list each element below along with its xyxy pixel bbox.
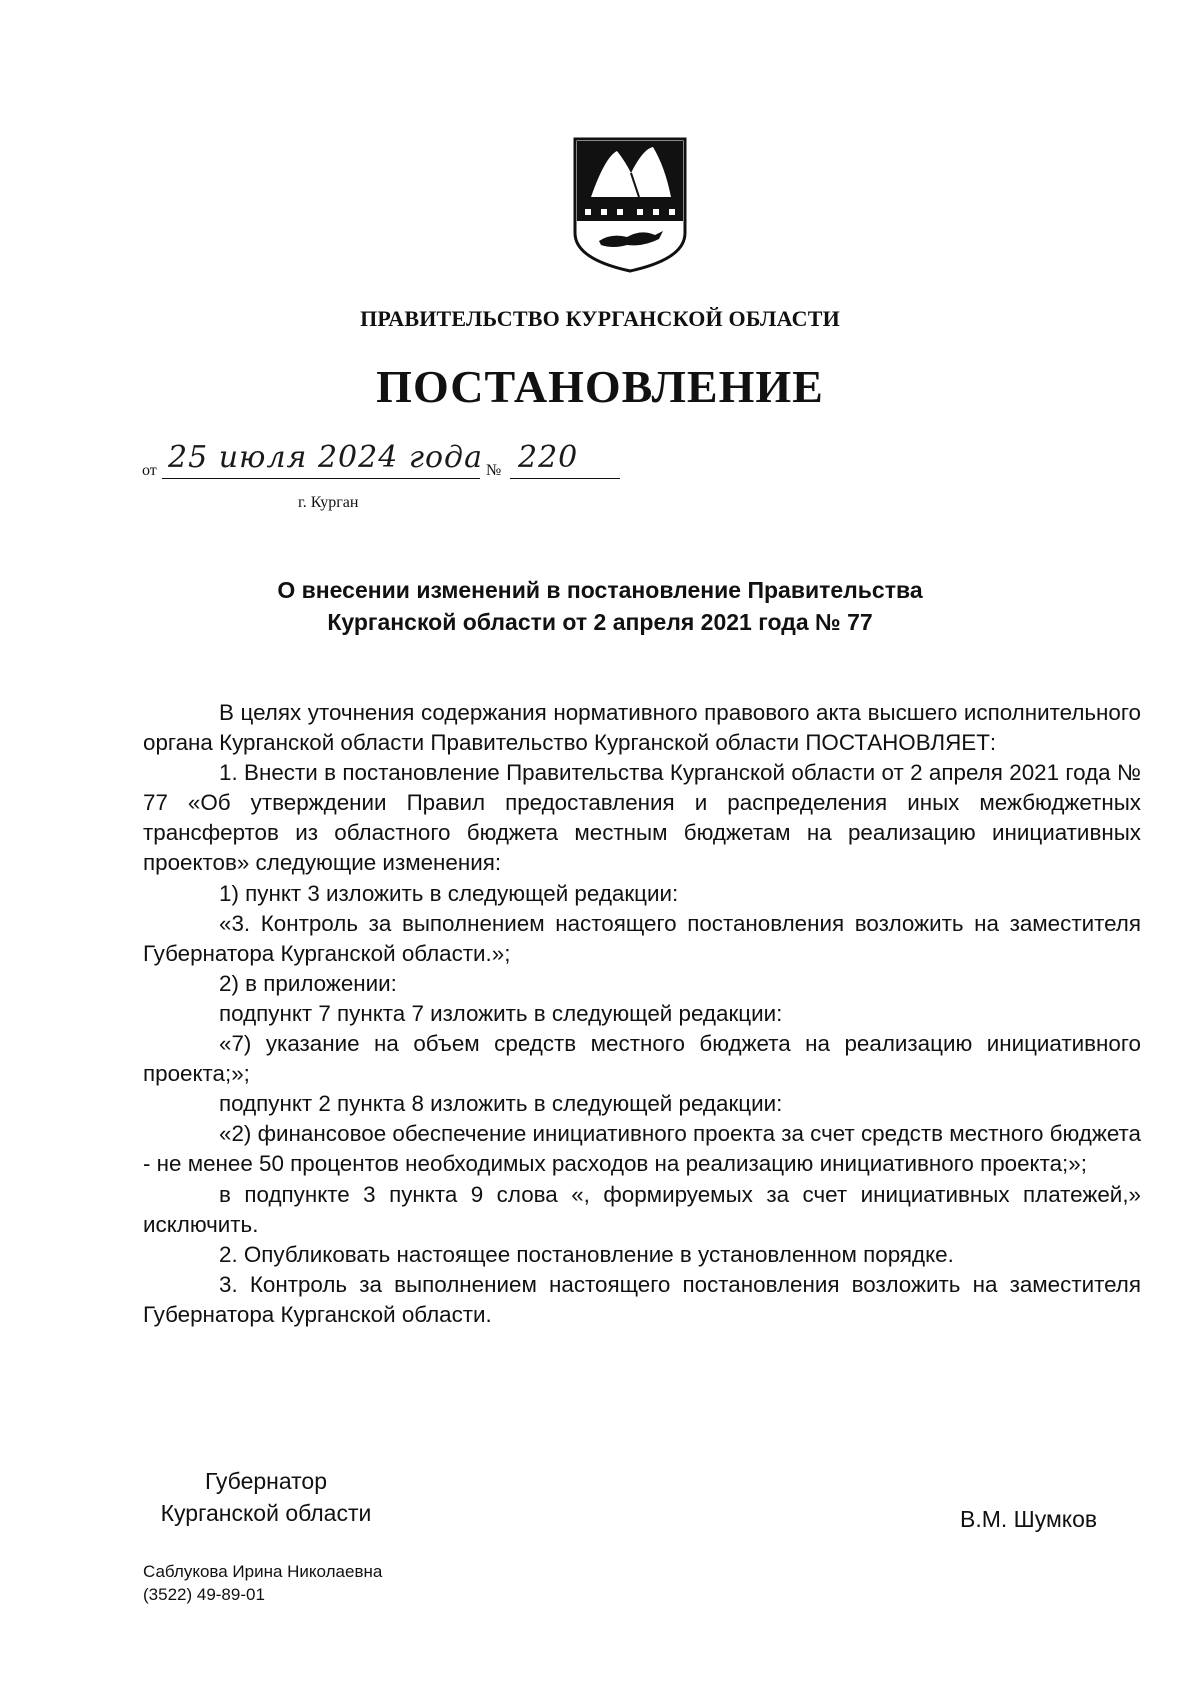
paragraph: 1. Внести в постановление Правительства Курганской области от 2 апреля 2021 года № 77 «Об утверждении Правил предоставления и распределения иных межбюджетных трансфертов из областного бюджета местным бюджетам на реализацию инициативных проектов» следующие изменения: (143, 760, 1141, 876)
signatory-name: В.М. Шумков (960, 1506, 1098, 1532)
subject-line-1: О внесении изменений в постановление Правительства (277, 577, 923, 603)
paragraph: 2. Опубликовать настоящее постановление в установленном порядке. (219, 1241, 954, 1267)
coat-of-arms-icon (571, 137, 689, 273)
number-label: № (486, 462, 502, 479)
city-label: г. Курган (298, 494, 359, 511)
paragraph: подпункт 7 пункта 7 изложить в следующей редакции: (219, 1000, 783, 1026)
issuing-authority: ПРАВИТЕЛЬСТВО КУРГАНСКОЙ ОБЛАСТИ (360, 306, 840, 331)
executor-info (143, 1560, 382, 1606)
from-label: от (142, 462, 157, 479)
paragraph: в подпункте 3 пункта 9 слова «, формируемых за счет инициативных платежей,» исключить. (143, 1181, 1141, 1237)
handwritten-date: 25 июля 2024 года (168, 440, 483, 475)
paragraph: 2) в приложении: (219, 970, 397, 996)
document-body (143, 698, 1141, 1330)
paragraph: «3. Контроль за выполнением настоящего постановления возложить на заместителя Губернатора Курганской области.»; (143, 910, 1141, 966)
handwritten-number: 220 (518, 440, 579, 475)
executor-name: Саблукова Ирина Николаевна (143, 1562, 383, 1581)
signatory-title-line-1: Губернатор (204, 1468, 328, 1494)
document-subject (0, 574, 1200, 638)
subject-line-2: Курганской области от 2 апреля 2021 года № 77 (327, 609, 873, 635)
paragraph: В целях уточнения содержания нормативного правового акта высшего исполнительного органа Курганской области Правительство Курганской области ПОСТАНОВЛЯЕТ: (143, 700, 1141, 756)
paragraph: 1) пункт 3 изложить в следующей редакции: (219, 880, 679, 906)
date-number-line (142, 440, 642, 486)
executor-phone: (3522) 49-89-01 (143, 1585, 265, 1604)
paragraph: 3. Контроль за выполнением настоящего постановления возложить на заместителя Губернатора Курганской области. (143, 1271, 1141, 1327)
paragraph: подпункт 2 пункта 8 изложить в следующей редакции: (219, 1091, 783, 1117)
document-type-title: ПОСТАНОВЛЕНИЕ (376, 361, 824, 412)
paragraph: «2) финансовое обеспечение инициативного проекта за счет средств местного бюджета - не менее 50 процентов необходимых расходов на реализацию инициативного проекта;»; (143, 1121, 1142, 1177)
signatory-title-line-2: Курганской области (160, 1500, 372, 1526)
paragraph: «7) указание на объем средств местного бюджета на реализацию инициативного проекта;»; (143, 1031, 1141, 1087)
signatory-title (146, 1465, 386, 1529)
